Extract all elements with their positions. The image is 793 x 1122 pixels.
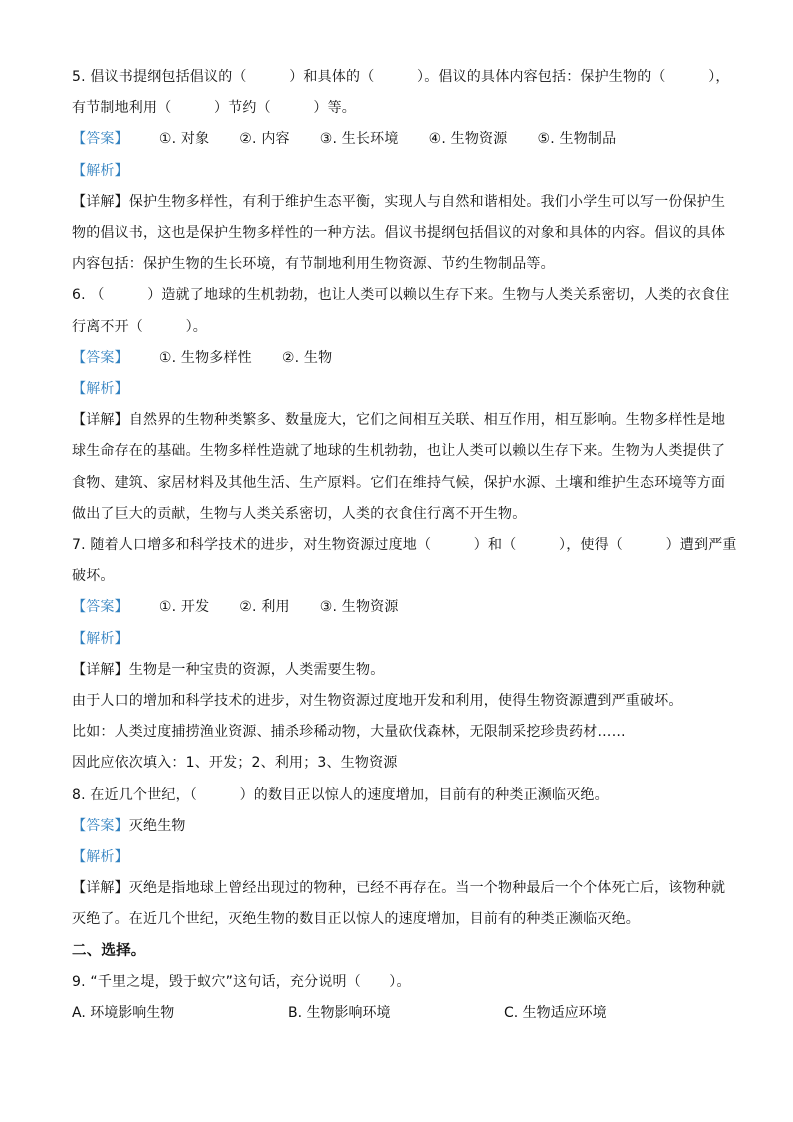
detail-tag: 【详解】 (72, 193, 129, 210)
answer-item: ①. 开发 (158, 599, 210, 616)
section-heading: 二、选择。 (72, 942, 146, 959)
question-5-line2: 有节制地利用（ ）节约（ ）等。 (72, 100, 356, 117)
answer-item: ②. 生物 (281, 349, 333, 366)
choice-b[interactable]: B. 生物影响环境 (288, 1005, 391, 1022)
answer-row (72, 811, 722, 842)
answer-row (72, 124, 722, 155)
answer-item: ③. 生长环境 (319, 131, 399, 148)
detail-line (72, 873, 726, 904)
detail-line: 因此应依次填入：1、开发；2、利用；3、生物资源 (72, 755, 398, 772)
answer-tag: 【答案】 (72, 599, 129, 616)
answer-item: ①. 对象 (158, 131, 210, 148)
analysis-tag: 【解析】 (72, 849, 129, 866)
detail-text: 自然界的生物种类繁多、数量庞大，它们之间相互关联、相互作用，相互影响。生物多样性是地 (128, 412, 726, 429)
detail-line: 食物、建筑、家居材料及其他生活、生产原料。它们在维持气候，保护水源、土壤和维护生态环境等方面 (72, 474, 726, 491)
answer-item: ①. 生物多样性 (158, 349, 252, 366)
detail-text: 保护生物多样性，有利于维护生态平衡，实现人与自然和谐相处。我们小学生可以写一份保护生 (128, 193, 726, 210)
question-7-line2: 破坏。 (72, 568, 115, 585)
detail-text: 灭绝是指地球上曾经出现过的物种，已经不再存在。当一个物种最后一个个体死亡后，该物种就 (128, 880, 726, 897)
detail-line (72, 187, 726, 218)
choice-list (72, 998, 722, 1029)
answer-row (72, 592, 722, 623)
answer-tag: 【答案】 (72, 131, 129, 148)
answer-item: ②. 利用 (239, 599, 290, 616)
detail-line: 灭绝了。在近几个世纪，灭绝生物的数目正以惊人的速度增加，目前有的种类正濒临灭绝。 (72, 911, 640, 928)
detail-line: 比如：人类过度捕捞渔业资源、捕杀珍稀动物，大量砍伐森林，无限制采挖珍贵药材…… (72, 724, 626, 741)
analysis-tag: 【解析】 (72, 630, 129, 647)
answer-row (72, 343, 722, 374)
answer-item: ②. 内容 (239, 131, 290, 148)
answer-tag: 【答案】 (72, 817, 129, 834)
detail-line (72, 405, 726, 436)
answer-item: ⑤. 生物制品 (537, 131, 617, 148)
answer-item: 灭绝生物 (128, 817, 186, 834)
detail-line: 由于人口的增加和科学技术的进步，对生物资源过度地开发和利用，使得生物资源遭到严重破坏。 (72, 693, 683, 710)
detail-tag: 【详解】 (72, 661, 129, 678)
choice-a[interactable]: A. 环境影响生物 (72, 1005, 175, 1022)
answer-tag: 【答案】 (72, 349, 129, 366)
question-7-line1: 7. 随着人口增多和科学技术的进步，对生物资源过度地（ ）和（ ），使得（ ）遭到严重 (72, 537, 737, 554)
detail-text: 生物是一种宝贵的资源，人类需要生物。 (128, 661, 385, 678)
question-8-line1: 8. 在近几个世纪，（ ）的数目正以惊人的速度增加，目前有的种类正濒临灭绝。 (72, 786, 609, 803)
question-9-line1: 9. “千里之堤，毁于蚁穴”这句话，充分说明（ ）。 (72, 973, 411, 990)
question-5-line1: 5. 倡议书提纲包括倡议的（ ）和具体的（ ）。倡议的具体内容包括：保护生物的（ ）， (72, 69, 730, 85)
detail-line: 内容包括：保护生物的生长环境，有节制地利用生物资源、节约生物制品等。 (72, 256, 555, 273)
detail-line (72, 655, 722, 686)
detail-line: 物的倡议书，这也是保护生物多样性的一种方法。倡议书提纲包括倡议的对象和具体的内容。倡议的具体 (72, 225, 726, 242)
question-6-line1: 6. （ ）造就了地球的生机勃勃，也让人类可以赖以生存下来。生物与人类关系密切，人类的衣食住 (72, 287, 730, 304)
detail-line: 做出了巨大的贡献，生物与人类关系密切，人类的衣食住行离不开生物。 (72, 505, 527, 522)
detail-tag: 【详解】 (72, 412, 129, 429)
question-6-line2: 行离不开（ ）。 (72, 318, 207, 335)
answer-item: ④. 生物资源 (428, 131, 508, 148)
detail-line: 球生命存在的基础。生物多样性造就了地球的生机勃勃，也让人类可以赖以生存下来。生物为人类提供了 (72, 443, 726, 460)
answer-item: ③. 生物资源 (319, 599, 399, 616)
analysis-tag: 【解析】 (72, 381, 129, 398)
choice-c[interactable]: C. 生物适应环境 (504, 1005, 607, 1022)
document-page (72, 62, 737, 1029)
analysis-tag: 【解析】 (72, 162, 129, 179)
detail-tag: 【详解】 (72, 880, 129, 897)
